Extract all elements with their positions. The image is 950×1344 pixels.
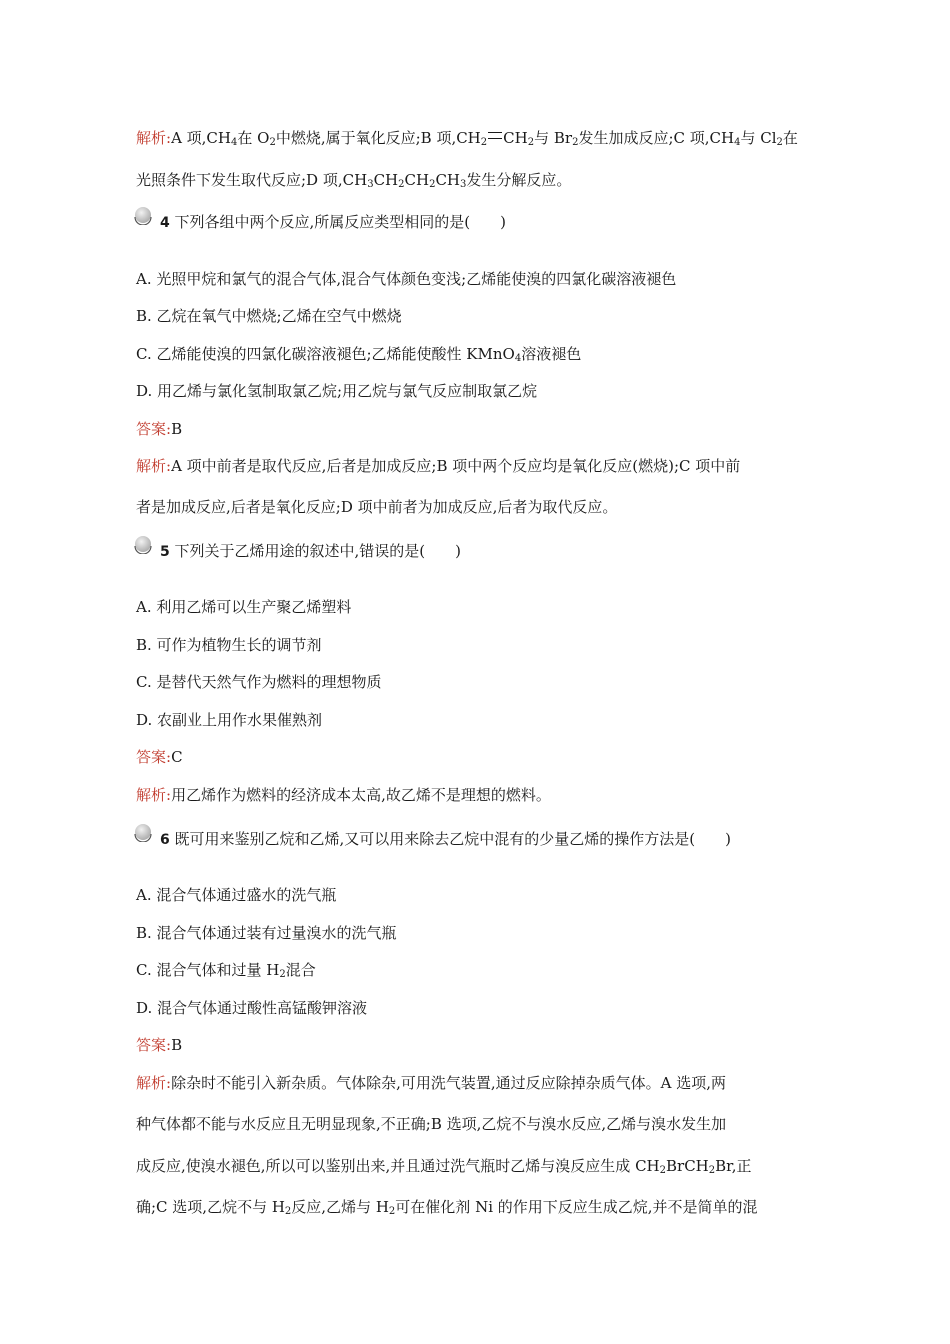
q5-option-b: B. 可作为植物生长的调节剂 [136, 636, 322, 654]
analysis-label: 解析: [136, 1074, 172, 1092]
question-number: 5 [160, 544, 170, 560]
q6-analysis-line-4: 确;C 选项,乙烷不与 $H_2$反应,乙烯与 $H_2$可在催化剂 Ni 的作用下反应生成乙烷,并不是简单的混 [136, 1198, 758, 1217]
question-number: 6 [160, 832, 170, 848]
answer-label: 答案: [136, 420, 172, 438]
answer-label: 答案: [136, 1036, 172, 1054]
double-bond-symbol [488, 132, 502, 139]
q4-answer: 答案:B [136, 420, 183, 438]
question-marker-icon [133, 535, 152, 554]
answer-label: 答案: [136, 748, 172, 766]
q5-option-a: A. 利用乙烯可以生产聚乙烯塑料 [136, 598, 352, 616]
q6-answer: 答案:B [136, 1036, 183, 1054]
q6-option-c: C. 混合气体和过量 $H_2$混合 [136, 961, 316, 980]
analysis-label: 解析: [136, 786, 172, 804]
q4-analysis-line-1: 解析:A 项中前者是取代反应,后者是加成反应;B 项中两个反应均是氧化反应(燃烧);C 项中前 [136, 457, 741, 475]
analysis-label: 解析: [136, 129, 172, 147]
q3-analysis-line-1: 解析:A 项$,CH_4$在 $O_2$中燃烧,属于氧化反应;B 项$,CH_2$ $CH_2$与 $Br_2$发生加成反应;C 项$,CH_4$与 $Cl_2$在 [136, 129, 798, 148]
q5-option-d: D. 农副业上用作水果催熟剂 [136, 711, 323, 729]
q4-analysis-line-2: 者是加成反应,后者是氧化反应;D 项中前者为加成反应,后者为取代反应。 [136, 498, 618, 516]
q4-option-a: A. 光照甲烷和氯气的混合气体,混合气体颜色变浅;乙烯能使溴的四氯化碳溶液褪色 [136, 270, 677, 288]
q6-option-d: D. 混合气体通过酸性高锰酸钾溶液 [136, 999, 368, 1017]
q5-option-c: C. 是替代天然气作为燃料的理想物质 [136, 673, 382, 691]
question-number: 4 [160, 215, 170, 231]
q4-option-d: D. 用乙烯与氯化氢制取氯乙烷;用乙烷与氯气反应制取氯乙烷 [136, 382, 538, 400]
analysis-label: 解析: [136, 457, 172, 475]
q6-analysis-line-1: 解析:除杂时不能引入新杂质。气体除杂,可用洗气装置,通过反应除掉杂质气体。A 选项,两 [136, 1074, 726, 1092]
q6-analysis-line-3: 成反应,使溴水褪色,所以可以鉴别出来,并且通过洗气瓶时乙烯与溴反应生成 $CH_2BrCH_2Br$,正 [136, 1157, 752, 1176]
q3-analysis-line-2: 光照条件下发生取代反应;D 项$,CH_3CH_2CH_2CH_3$发生分解反应。 [136, 171, 572, 190]
q5-answer: 答案:C [136, 748, 183, 766]
question-marker-icon [133, 823, 152, 842]
q4-stem: 4 下列各组中两个反应,所属反应类型相同的是( ) [160, 213, 507, 231]
q6-option-b: B. 混合气体通过装有过量溴水的洗气瓶 [136, 924, 397, 942]
q4-option-b: B. 乙烷在氧气中燃烧;乙烯在空气中燃烧 [136, 307, 402, 325]
q6-stem: 6 既可用来鉴别乙烷和乙烯,又可以用来除去乙烷中混有的少量乙烯的操作方法是( ) [160, 830, 732, 848]
q5-analysis: 解析:用乙烯作为燃料的经济成本太高,故乙烯不是理想的燃料。 [136, 786, 551, 804]
q5-stem: 5 下列关于乙烯用途的叙述中,错误的是( ) [160, 542, 462, 560]
q6-option-a: A. 混合气体通过盛水的洗气瓶 [136, 886, 337, 904]
q4-option-c: C. 乙烯能使溴的四氯化碳溶液褪色;乙烯能使酸性 KMnO$_4$溶液褪色 [136, 345, 582, 364]
question-marker-icon [133, 206, 152, 225]
q6-analysis-line-2: 种气体都不能与水反应且无明显现象,不正确;B 选项,乙烷不与溴水反应,乙烯与溴水发生加 [136, 1115, 727, 1133]
